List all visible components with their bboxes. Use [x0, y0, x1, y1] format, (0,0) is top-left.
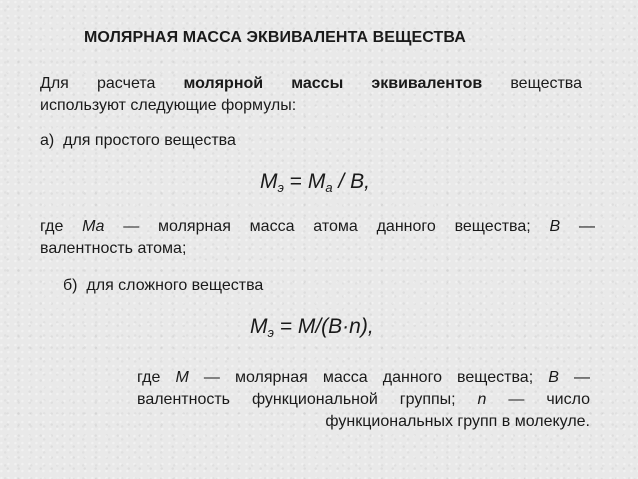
where-b-line-3: функциональных групп в молекуле. — [325, 413, 590, 430]
intro-line-1 — [40, 73, 582, 95]
where-b-symbol-n: n — [477, 391, 487, 408]
formula-b-rest: = M/(B·n), — [273, 315, 374, 338]
intro-bold-term: молярной массы эквивалентов — [183, 75, 483, 92]
formula-a-rest: / B, — [332, 170, 370, 193]
where-b-symbol-b: B — [548, 369, 559, 386]
slide-title: МОЛЯРНАЯ МАССА ЭКВИВАЛЕНТА ВЕЩЕСТВА — [84, 29, 466, 46]
where-a-definition: — молярная масса атома данного вещества; — [123, 218, 531, 235]
where-a-paragraph — [40, 216, 595, 260]
intro-text-after: вещества — [510, 75, 583, 92]
intro-line-2: используют следующие формулы: — [40, 97, 297, 114]
case-a-label: а) — [40, 132, 55, 149]
where-a-symbol-b: B — [549, 218, 561, 235]
where-b-dash: — — [574, 369, 590, 386]
formula-a-symbol-m: M — [260, 170, 278, 193]
where-a-line-2: валентность атома; — [40, 240, 187, 257]
where-a-symbol-ma: Ma — [82, 218, 105, 235]
where-a-word: где — [40, 218, 64, 235]
case-b-heading — [63, 277, 263, 295]
where-b-symbol-m: M — [175, 369, 189, 386]
where-a-dash: — — [578, 218, 595, 235]
where-b-group-valence: валентность функциональной группы; — [137, 391, 456, 408]
where-b-definition: — молярная масса данного вещества; — [203, 369, 534, 386]
case-a-heading — [40, 132, 236, 150]
intro-text-before: Для расчета — [40, 75, 156, 92]
where-b-number: — число — [508, 391, 591, 408]
formula-b-symbol-m: M — [250, 315, 268, 338]
formula-b-subscript-e: э — [267, 325, 274, 340]
where-b-word: где — [137, 369, 161, 386]
intro-paragraph — [40, 73, 582, 117]
where-a-line-1 — [40, 216, 595, 238]
formula-a-symbol-m2: M — [307, 170, 326, 193]
formula-simple-substance — [260, 170, 370, 195]
case-a-text: для простого вещества — [63, 132, 236, 149]
case-b-text: для сложного вещества — [86, 277, 264, 294]
formula-complex-substance — [250, 315, 374, 340]
formula-a-subscript-a: a — [325, 180, 333, 195]
where-b-line-2 — [137, 389, 590, 411]
formula-a-subscript-e: э — [277, 180, 284, 195]
formula-a-equals: = — [283, 170, 308, 193]
case-b-label: б) — [63, 277, 78, 294]
where-b-paragraph — [137, 367, 590, 433]
where-b-line-1 — [137, 367, 590, 389]
